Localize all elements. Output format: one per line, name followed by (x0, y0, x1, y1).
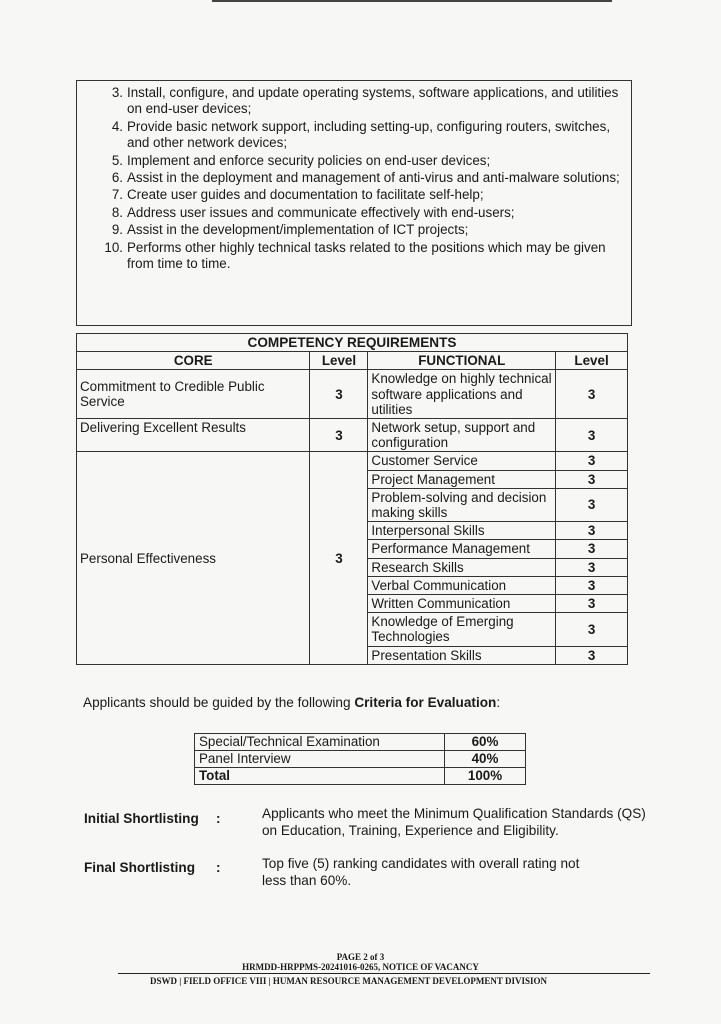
functional-competency: Problem-solving and decision making skills (368, 488, 556, 521)
core-competency: Personal Effectiveness (77, 452, 310, 664)
criteria-percent: 40% (445, 751, 526, 768)
table-row (77, 334, 628, 352)
duty-text: Address user issues and communicate effectively with end-users; (127, 204, 515, 220)
functional-competency: Interpersonal Skills (368, 522, 556, 540)
functional-level: 3 (556, 522, 628, 540)
functional-header: FUNCTIONAL (368, 352, 556, 370)
functional-level: 3 (556, 540, 628, 558)
table-row (195, 768, 526, 785)
duty-text: Assist in the development/implementation of ICT projects; (127, 222, 469, 238)
core-level-header: Level (310, 352, 368, 370)
functional-level: 3 (556, 470, 628, 488)
final-shortlisting-text: Top five (5) ranking candidates with overall rating not less than 60%. (262, 856, 580, 888)
functional-competency: Performance Management (368, 540, 556, 558)
criteria-intro (83, 695, 500, 710)
evaluation-table (194, 733, 526, 785)
criteria-percent: 100% (445, 768, 526, 785)
criteria-intro-bold: Criteria for Evaluation (354, 695, 497, 710)
duty-text: Create user guides and documentation to facilitate self-help; (127, 187, 484, 203)
table-row (195, 751, 526, 768)
criteria-intro-colon: : (496, 695, 501, 710)
initial-shortlisting-label: Initial Shortlisting (84, 811, 199, 826)
competency-table (76, 333, 628, 665)
duty-item (101, 85, 621, 118)
core-competency: Delivering Excellent Results (77, 419, 310, 452)
table-row (195, 734, 526, 751)
functional-level-header: Level (556, 352, 628, 370)
duty-item (101, 205, 621, 221)
footer-division: DSWD | FIELD OFFICE VIII | HUMAN RESOURCE MANAGEMENT DEVELOPMENT DIVISION (150, 976, 548, 986)
duty-text: Install, configure, and update operating systems, software applications, and utilities on end-user devices; (127, 85, 619, 117)
table-row (77, 370, 628, 419)
duties-box (76, 80, 632, 326)
functional-competency: Knowledge of Emerging Technologies (368, 613, 556, 646)
functional-competency: Network setup, support and configuration (368, 419, 556, 452)
functional-competency: Knowledge on highly technical software applications and utilities (368, 370, 556, 419)
duty-item (101, 153, 621, 169)
duty-number: 6. (111, 170, 123, 186)
duty-text: Performs other highly technical tasks related to the positions which may be given from time to time. (127, 239, 606, 272)
functional-level: 3 (556, 613, 628, 646)
functional-level: 3 (556, 419, 628, 452)
criteria-intro-text: Applicants should be guided by the following (83, 695, 355, 710)
duty-number: 8. (111, 204, 123, 220)
footer-divider (118, 973, 650, 974)
duties-list (101, 85, 621, 273)
initial-shortlisting-colon: : (216, 811, 221, 826)
functional-competency: Customer Service (368, 452, 556, 470)
functional-level: 3 (556, 646, 628, 664)
criteria-label: Panel Interview (195, 751, 445, 768)
duty-item (101, 222, 621, 238)
duty-item (101, 119, 621, 152)
duty-number: 9. (111, 222, 123, 238)
functional-competency: Written Communication (368, 595, 556, 613)
initial-shortlisting-text: Applicants who meet the Minimum Qualification Standards (QS) on Education, Training, Experience and Eligibility. (262, 806, 646, 838)
duty-number: 3. (111, 85, 123, 100)
functional-level: 3 (556, 595, 628, 613)
duty-text: Provide basic network support, including setting-up, configuring routers, switches, and other network devices; (127, 118, 611, 151)
duty-text: Assist in the deployment and management of anti-virus and anti-malware solutions; (127, 170, 620, 186)
duty-item (101, 170, 621, 186)
criteria-label: Total (195, 768, 445, 785)
functional-competency: Presentation Skills (368, 646, 556, 664)
duty-item (101, 187, 621, 203)
core-level: 3 (310, 452, 368, 664)
table-row (77, 452, 628, 470)
duty-number: 7. (111, 187, 123, 203)
functional-competency: Verbal Communication (368, 576, 556, 594)
functional-level: 3 (556, 452, 628, 470)
final-shortlisting-label: Final Shortlisting (84, 860, 196, 875)
final-shortlisting-colon: : (216, 860, 221, 875)
functional-level: 3 (556, 370, 628, 419)
core-header: CORE (77, 352, 310, 370)
criteria-label: Special/Technical Examination (195, 734, 445, 751)
duty-text: Implement and enforce security policies on end-user devices; (127, 152, 491, 168)
core-level: 3 (310, 370, 368, 419)
functional-competency: Project Management (368, 470, 556, 488)
competency-title: COMPETENCY REQUIREMENTS (77, 334, 628, 352)
table-row (77, 352, 628, 370)
core-level: 3 (310, 419, 368, 452)
duty-number: 4. (111, 118, 123, 134)
table-row (77, 419, 628, 452)
duty-number: 10. (104, 239, 123, 255)
functional-level: 3 (556, 488, 628, 521)
duty-number: 5. (111, 152, 123, 168)
functional-level: 3 (556, 576, 628, 594)
page-number: PAGE 2 of 3 (336, 952, 385, 962)
functional-competency: Research Skills (368, 558, 556, 576)
functional-level: 3 (556, 558, 628, 576)
core-competency: Commitment to Credible Public Service (77, 370, 310, 419)
duty-item (101, 240, 621, 273)
top-border-line (212, 0, 612, 2)
criteria-percent: 60% (445, 734, 526, 751)
document-reference: HRMDD-HRPPMS-20241016-0265, NOTICE OF VACANCY (242, 962, 479, 972)
